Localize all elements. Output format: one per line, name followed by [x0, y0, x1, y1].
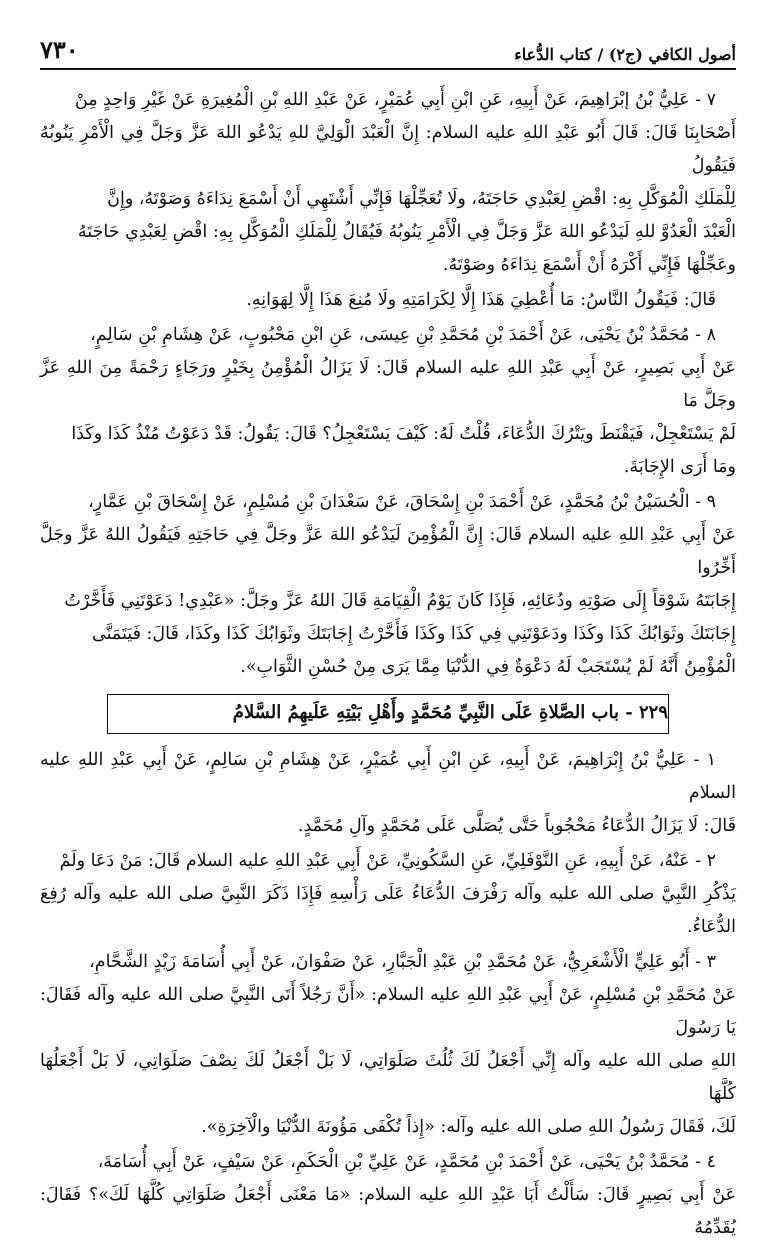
- paragraph: [40, 284, 736, 317]
- paragraph: [40, 946, 736, 1144]
- text-line: ومَا أَرَى الإِجَابَةَ.: [623, 457, 736, 477]
- text-line: لَكَ، فَقَالَ رَسُولُ اللهِ صلى الله عليه وآله: «إِذاً تُكْفَى مَؤُونَةَ الدُّنْيَا والْآخِرَةِ».: [201, 1117, 736, 1137]
- paragraph: [40, 84, 736, 282]
- text-line: الْمُؤْمِنُ أَنَّهُ لَمْ يُسْتَجَبْ لَهُ دَعْوَةٌ فِي الدُّنْيَا مِمَّا يَرَى مِنْ حُسْنِ الثَّوَابِ».: [240, 657, 736, 677]
- text-line: قَالَ: لَا يَزَالُ الدُّعَاءُ مَحْجُوباً حَتَّى يُصَلَّى عَلَى مُحَمَّدٍ وآلِ مُحَمَّدٍ.: [297, 816, 736, 836]
- paragraph: [40, 486, 736, 684]
- text-line: إِجَابَتَكَ وثَوَابُكَ كَذَا وكَذَا ودَعَوْتَنِي فِي كَذَا وكَذَا فَأَخَّرْتُ إِجَابَتَكَ وثَوَابُكَ كَذَا وكَذَا، قَالَ: فَيَتَمَنَّى: [92, 624, 736, 644]
- text-line: ٣ - أَبُو عَلِيٍّ الْأَشْعَرِيُّ، عَنْ مُحَمَّدِ بْنِ عَبْدِ الْجَبَّارِ، عَنْ صَفْوَانَ، عَنْ أَبِي أُسَامَةَ زَيْدٍ الشَّحَّامِ،: [89, 952, 716, 972]
- text-line: وعَجِّلْهَا فَإِنِّي أَكْرَهُ أَنْ أَسْمَعَ نِدَاءَهُ وصَوْتَهُ.: [442, 255, 736, 275]
- text-line: ٧ - عَلِيُّ بْنُ إبْرَاهِيمَ، عَنْ أَبِيهِ، عَنِ ابْنِ أَبِي عُمَيْرٍ، عَنْ عَبْدِ اللهِ بْنِ الْمُغِيرَةِ عَنْ غَيْرِ وَاحِدٍ مِنْ: [74, 90, 716, 110]
- text-line: عَنْ أَبِي عَبْدِ اللهِ عليه السلام قَالَ: إِنَّ الْمُؤْمِنَ لَيَدْعُو اللهَ عَزَّ وجَلَّ فِي حَاجَتِهِ فَيَقُولُ اللهُ عَزَّ وجَلَّ أَخِّرُوا: [40, 525, 736, 578]
- text-line: عَنْ أَبِي بَصِيرٍ قَالَ: سَأَلْتُ أَبَا عَبْدِ اللهِ عليه السلام: «مَا مَعْنَى أَجْعَلُ صَلَوَاتِي كُلَّهَا لَكَ»؟ فَقَالَ: يُقَدِّمُهُ: [40, 1185, 736, 1238]
- text-line: قَالَ: فَيَقُولُ النَّاسُ: مَا أُعْطِيَ هَذَا إِلَّا لِكَرَامَتِهِ ولَا مُنِعَ هَذَا إِلَّا لِهَوَانِهِ.: [246, 290, 716, 310]
- text-line: عَنْ مُحَمَّدِ بْنِ مُسْلِمٍ، عَنْ أَبِي عَبْدِ اللهِ عليه السلام: «أَنَّ رَجُلاً أَتَى النَّبِيَّ صلى الله عليه وآله فَقَالَ: يَا رَسُولَ: [40, 985, 736, 1038]
- running-head: أصول الكافي (ج٢) / كتاب الدُّعاء: [514, 45, 736, 64]
- text-line: لِلْمَلَكِ الْمُوَكَّلِ بِهِ: اقْضِ لِعَبْدِي حَاجَتَهُ، ولَا تُعَجِّلْهَا فَإِنِّي أَشْتَهِي أَنْ أَسْمَعَ نِدَاءَهُ وَصَوْتَهُ، وإِنَّ: [107, 189, 736, 209]
- text-line: إِجَابَتَهُ شَوْقاً إِلَى صَوْتِهِ ودُعَائِهِ، فَإِذَا كَانَ يَوْمُ الْقِيَامَةِ قَالَ اللهُ عَزَّ وجَلَّ: «عَبْدِي! دَعَوْتَنِي فَأَخَّرْتُ: [64, 591, 736, 611]
- chapter-title-box: ٢٢٩ - باب الصَّلاةِ عَلَى النَّبِيِّ مُحَمَّدٍ وأَهْلِ بَيْتِهِ عَلَيهِمُ السَّلامُ: [107, 694, 669, 734]
- text-line: ١ - عَلِيُّ بْنُ إِبْرَاهِيمَ، عَنْ أَبِيهِ، عَنِ ابْنِ أَبِي عُمَيْرٍ، عَنْ هِشَامِ بْنِ سَالِمٍ، عَنْ أَبِي عَبْدِ اللهِ عليه السلام: [40, 750, 736, 803]
- paragraphs-after: [40, 744, 736, 1245]
- text-line: الْعَبْدَ الْعَدُوَّ للهِ لَيَدْعُو اللهَ عَزَّ وَجَلَّ فِي الْأَمْرِ يَنُوبُهُ فَيُقَالُ لِلْمَلَكِ الْمُوَكَّلِ بِهِ: اقْضِ لِعَبْدِي حَاجَتَهُ: [77, 222, 736, 242]
- paragraph: [40, 845, 736, 944]
- paragraph: [40, 319, 736, 484]
- text-line: أَصْحَابِنَا قَالَ: قَالَ أَبُو عَبْدِ اللهِ عليه السلام: إِنَّ الْعَبْدَ الْوَلِيَّ للهِ يَدْعُو اللهَ عَزَّ وَجَلَّ فِي الْأَمْرِ يَنُوبُهُ فَيَقُولُ: [40, 123, 736, 176]
- text-line: ٩ - الْحُسَيْنُ بْنُ مُحَمَّدٍ، عَنْ أَحْمَدَ بْنِ إِسْحَاقَ، عَنْ سَعْدَانَ بْنِ مُسْلِمٍ، عَنْ إِسْحَاقَ بْنِ عَمَّارٍ،: [88, 492, 716, 512]
- text-line: اللهِ صلى الله عليه وآله إِنِّي أَجْعَلُ لَكَ ثُلُثَ صَلَوَاتِي، لَا بَلْ أَجْعَلُ لَكَ نِصْفَ صَلَوَاتِي، لَا بَلْ أَجْعَلُهَا كُلَّهَا: [40, 1051, 736, 1104]
- paragraph: [40, 1146, 736, 1245]
- body-text: [40, 84, 736, 1245]
- text-line: ٨ - مُحَمَّدُ بْنُ يَحْيَى، عَنْ أَحْمَدَ بْنِ مُحَمَّدِ بْنِ عِيسَى، عَنِ ابْنِ مَحْبُوبٍ، عَنْ هِشَامِ بْنِ سَالِمٍ،: [90, 325, 716, 345]
- text-line: عَنْ أَبِي بَصِيرٍ، عَنْ أَبِي عَبْدِ اللهِ عليه السلام قَالَ: لَا يَزَالُ الْمُؤْمِنُ بِخَيْرٍ ورَجَاءٍ رَحْمَةً مِنَ اللهِ عَزَّ وجَلَّ مَا: [40, 358, 736, 411]
- paragraph: [40, 744, 736, 843]
- book-page: [40, 30, 736, 1247]
- text-line: يَذْكُرِ النَّبِيَّ صلى الله عليه وآله رَفْرَفَ الدُّعَاءُ عَلَى رَأْسِهِ فَإِذَا ذَكَرَ النَّبِيَّ صلى الله عليه وآله رُفِعَ الدُّعَاءُ.: [40, 884, 736, 937]
- page-header: [40, 30, 736, 70]
- paragraphs-before: [40, 84, 736, 684]
- text-line: لَمْ يَسْتَعْجِلْ، فَيَقْنَطَ ويَتْرُكَ الدُّعَاءَ، قُلْتُ لَهُ: كَيْفَ يَسْتَعْجِلُ؟ قَالَ: يَقُولُ: قَدْ دَعَوْتُ مُنْذُ كَذَا وكَذَا: [71, 424, 736, 444]
- page-number: ٧٣٠: [40, 35, 79, 64]
- text-line: ٢ - عَنْهُ، عَنْ أَبِيهِ، عَنِ النَّوْفَلِيِّ، عَنِ السَّكُونِيِّ، عَنْ أَبِي عَبْدِ اللهِ عليه السلام قَالَ: مَنْ دَعَا ولَمْ: [59, 851, 716, 871]
- text-line: ٤ - مُحَمَّدُ بْنُ يَحْيَى، عَنْ أَحْمَدَ بْنِ مُحَمَّدٍ، عَنْ عَلِيِّ بْنِ الْحَكَمِ، عَنْ سَيْفٍ، عَنْ أَبِي أُسَامَةَ،: [97, 1152, 716, 1172]
